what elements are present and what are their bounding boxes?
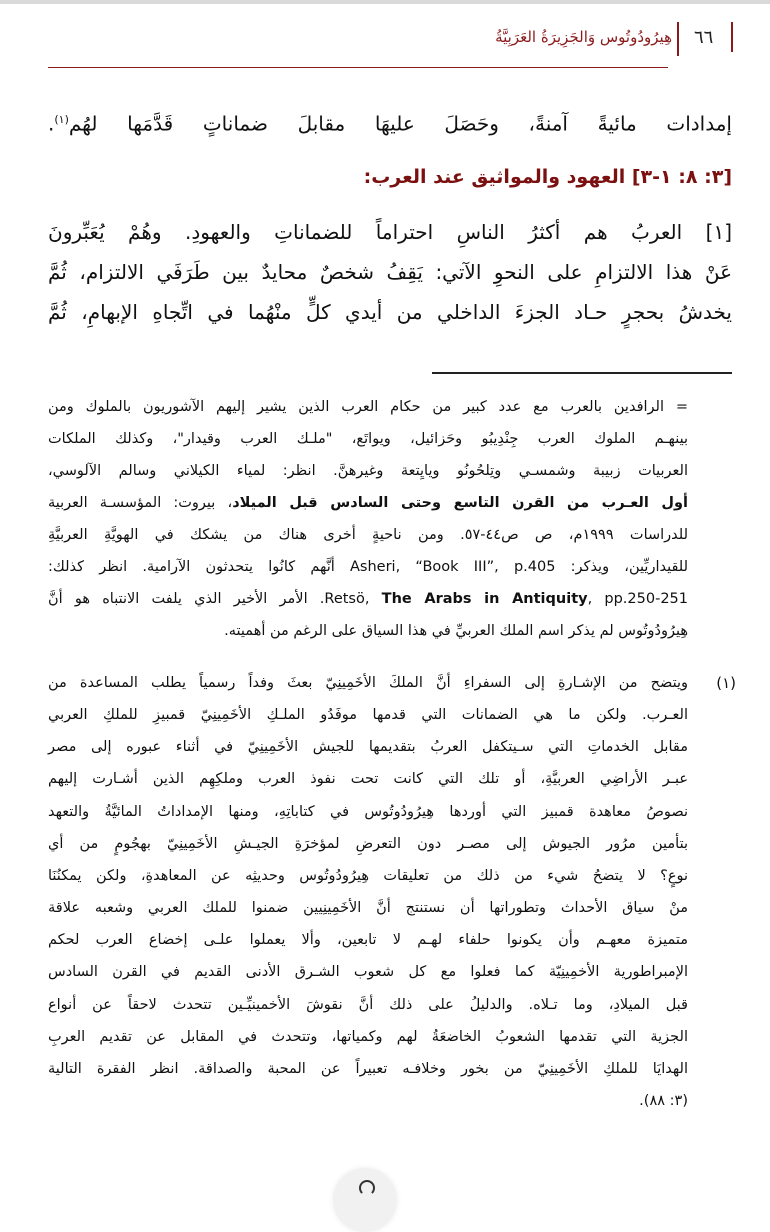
- text-segment: ويتضح من الإشـارةِ إلى السفراءِ أنَّ الملكَ الأخَمِينِيّ بعثَ وفداً رسمياً يطلب المساعدة من: [48, 675, 688, 691]
- text-segment: إمدادات مائيةً آمنةً، وحَصَلَ عليهَا مقابلَ ضماناتٍ قَدَّمَها لهُم: [68, 111, 732, 136]
- text-segment: نصوصُ معاهدة قمبيز التي أوردها هِيرُودُوتُوس في كتاباتِهِ، ومنها الإمداداتُ المائيَّةُ والتعهد: [48, 804, 688, 820]
- button-icon: [359, 1180, 375, 1196]
- footnote-line: [48, 830, 688, 858]
- text-segment: (٣: ٨٨).: [639, 1093, 688, 1109]
- footnote-line: [48, 733, 688, 761]
- text-segment: بينهـم الملوك العرب جِنْدِيبُو وحَزائيل، ويواتَع، "ملـك العرب وقيدار"، وكذلك الملكات: [48, 431, 688, 447]
- footnote-line: [48, 489, 688, 517]
- book-title: هِيرُودُوتُوس وَالجَزِيرَةُ العَرَبِيَّةُ: [495, 28, 672, 46]
- text-segment: مقابل الخدماتِ التي سـيتكفل العربُ بتقديمها للجيش الأخَمِينِيّ في أثناء عبوره إلى مصر: [48, 739, 688, 755]
- text-segment: , pp.250-251. الأمر الأخير الذي يلفت الانتباه هو أنَّ: [48, 591, 688, 607]
- bold-title: أول العـرب من القرن التاسع وحتى السادس قبل الميلاد: [232, 495, 688, 511]
- footnote-line: [48, 862, 688, 890]
- text-segment: يخدشُ بحجرٍ حـاد الجزءَ الداخلي من أيدي كلٍّ منْهُما في اتِّجاهِ الإبهامِ، ثُمَّ: [48, 300, 732, 324]
- body-line: [48, 215, 732, 249]
- footnote-line: [48, 521, 688, 549]
- footnote-line: [48, 617, 688, 645]
- footnote-line: [48, 393, 688, 421]
- text-segment: الجزية التي تقدمها الشعوبُ الخاضعَةُ لهم وكمياتها، وتتحدث في المقابل عن تقديم العربِ: [48, 1029, 688, 1045]
- text-segment: [١] العربُ هم أكثرُ الناسِ احتراماً للضماناتِ والعهودِ. وهُمْ يُعَبِّرونَ: [48, 220, 732, 244]
- text-segment: = الرافدين بالعرب مع عدد كبير من حكام العرب الذين يشير إليهم الآشوريون بالملوك ومن: [48, 399, 688, 415]
- body-line: [48, 103, 732, 137]
- bold-title: The Arabs in Antiquity: [381, 591, 588, 607]
- footnote-line: [48, 701, 688, 729]
- section-heading: [48, 160, 732, 194]
- text-segment: Retsö,: [324, 591, 382, 607]
- text-segment: ، بيروت: المؤسسـة العربية: [48, 495, 233, 511]
- footnote-ref: (١): [54, 113, 69, 126]
- text-segment: بتأمين مرُور الجيوش إلى مصـر دون التعرضِ لمؤخرَةِ الجيـشِ الأخَمِينِيّ بهجُومٍ من أي: [48, 836, 688, 852]
- text-segment: للدراسات ١٩٩٩م، ص ص٤٤-٥٧. ومن ناحيةٍ أخرى هناك من يشكك في الهويَّةِ العربيَّةِ: [48, 527, 689, 543]
- footnote-line: [48, 798, 688, 826]
- text-segment: نوعٍ؟ لا يتضحُ شيء من ذلك من تعليقات هِيرُودُوتُوس وحديثِه عن المعاهدةِ، ولكن يمكنُنَا: [48, 868, 688, 884]
- footnote-line: [48, 894, 688, 922]
- footnote-line: [48, 669, 688, 697]
- footnote-line: [48, 425, 688, 453]
- footnote-line: [48, 1087, 688, 1115]
- header-rule: [48, 67, 668, 68]
- text-segment: عَنْ هذا الالتزامِ على النحوِ الآتي: يَقِفُ شخصٌ محايدٌ بين طَرَفَي الالتزام، ثُمَّ: [48, 260, 732, 284]
- page-number: ٦٦: [694, 27, 714, 48]
- header-divider: [731, 22, 733, 52]
- text-segment: عبـر الأراضِي العربيَّةِ، أو تلك التي كانت تحت نفوذ العرب وملكِهِم الذين أشـارت إليهم: [48, 771, 688, 787]
- text-segment: [٣: ٨: ١-٣] العهود والمواثيق عند العرب:: [363, 166, 732, 188]
- footnote-line: [48, 553, 688, 581]
- footnote-line: [48, 585, 688, 613]
- top-edge: [0, 0, 770, 4]
- footnote-line: [48, 765, 688, 793]
- text-segment: العربيات زبيبة وشمسـي وتِلحُونُو ويايِتعة وغيرهنَّ. انظر: لمياء الكيلاني وسالم الآلوسي،: [48, 463, 688, 479]
- footnote-line: [48, 958, 688, 986]
- footnote-line: [48, 926, 688, 954]
- floating-button[interactable]: [333, 1168, 397, 1232]
- text-segment: منْ سياق الأحداث وتطوراتها أن نستنتج أنَّ الأخَمِينِيين ضمنوا للملك العربي وشعبه علاقة: [48, 900, 688, 916]
- footnote-line: [48, 1023, 688, 1051]
- footnote-line: [48, 991, 688, 1019]
- footnote-separator: [432, 372, 732, 374]
- text-segment: العـرب. ولكن ما هي الضمانات التي قدمها موفَدُو الملـكِ الأخَمِينِيّ قمبيزِ للملكِ العربي: [48, 707, 688, 723]
- text-segment: الهدايَا للملكِ الأخَمِينِيّ من بخور وخلافـه تعبيراً عن المحبة والصداقة. انظر الفقرة التالية: [48, 1061, 688, 1077]
- text-segment: .: [48, 111, 55, 136]
- footnote-line: [48, 1055, 688, 1083]
- footnote-line: [48, 457, 688, 485]
- text-segment: متميزة معهـم وأن يكونوا حلفاء لهـم لا تابعين، وألا يعملوا علـى إخضاع العرب لحكم: [48, 932, 688, 948]
- text-segment: للقيداريِّين، ويذكر: Asheri, “Book III”, p.405 أنَّهم كانُوا يتحدثون الآرامية. انظر كذلك:: [48, 559, 689, 575]
- text-segment: الإمبراطورية الأخمِينِيّة كما فعلوا مع كل شعوب الشـرق الأدنى القديم في القرن السادس: [48, 964, 688, 980]
- body-line: [48, 295, 732, 329]
- header-divider: [677, 22, 679, 56]
- body-line: [48, 255, 732, 289]
- footnote-number: (١): [716, 674, 736, 692]
- text-segment: هِيرُودُوتُوس لم يذكر اسم الملك العربيِّ في هذا السياق على الرغم من أهميته.: [224, 623, 688, 639]
- text-segment: قبل الميلادِ، وما تـلاه. والدليلُ على ذلك أنَّ نقوشَ الأخمينيِّـين تتحدث لاحقاً عن أنواع: [48, 997, 688, 1013]
